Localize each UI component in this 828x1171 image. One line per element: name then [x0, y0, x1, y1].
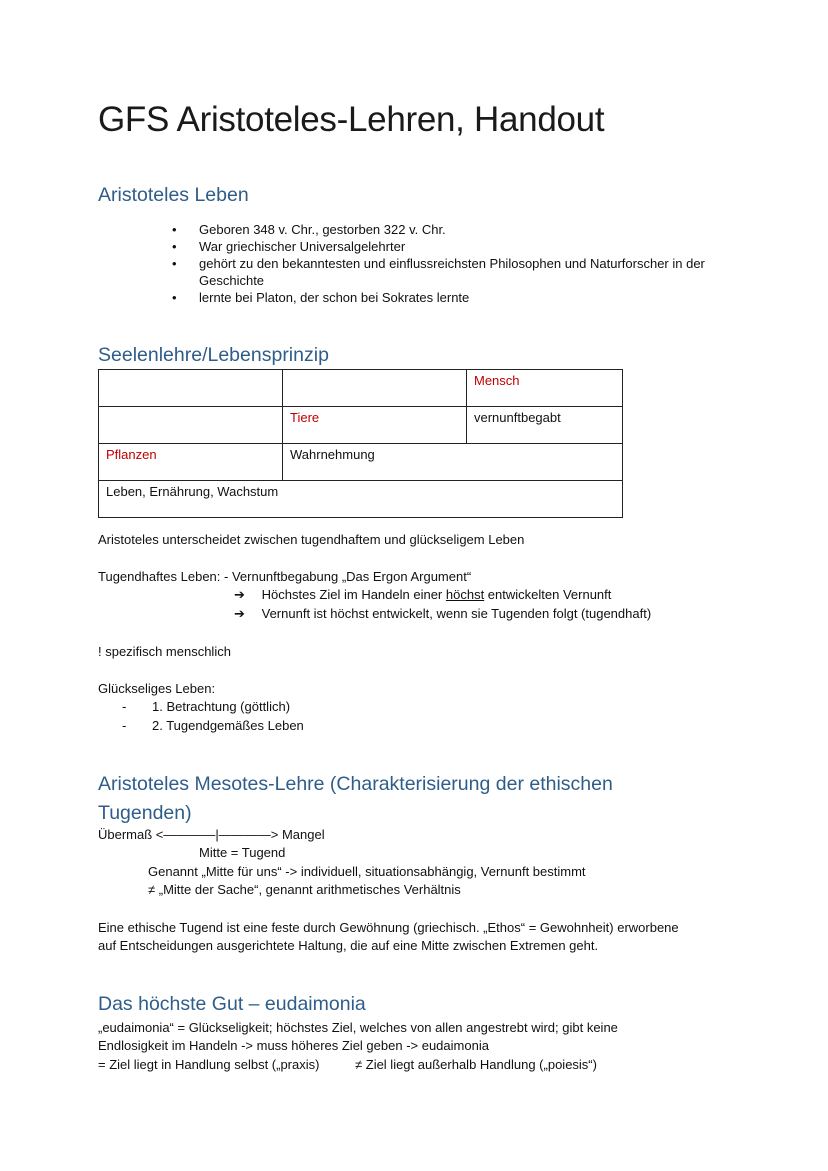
table-cell-tiere: Tiere	[283, 407, 467, 444]
mesotes-genannt: Genannt „Mitte für uns“ -> individuell, situationsabhängig, Vernunft bestimmt	[148, 864, 586, 879]
table-row	[99, 407, 623, 444]
arrow-right-icon: ➔	[234, 587, 245, 602]
table-cell-wahrnehmung: Wahrnehmung	[283, 444, 623, 481]
section-heading-mesotes: Aristoteles Mesotes-Lehre (Charakterisierung der ethischen Tugenden)	[98, 773, 613, 824]
table-row	[99, 444, 623, 481]
arrow-right-icon: ➔	[234, 606, 245, 621]
list-item: • War griechischer Universalgelehrter	[172, 239, 406, 254]
mesotes-mitte: Mitte = Tugend	[199, 845, 286, 860]
list-item: - 2. Tugendgemäßes Leben	[122, 718, 304, 733]
leben-bullet-list	[170, 221, 730, 306]
section-heading-hoechstes-gut: Das höchste Gut – eudaimonia	[98, 993, 366, 1015]
mesotes-scale: Übermaß <————|————> Mangel	[98, 827, 325, 842]
dash-icon: -	[122, 699, 127, 714]
section-heading-leben: Aristoteles Leben	[98, 184, 249, 206]
tugendhaft-arrow-item-2: ➔ Vernunft ist höchst entwickelt, wenn sie Tugenden folgt (tugendhaft)	[234, 605, 651, 624]
bullet-icon: •	[172, 256, 177, 271]
unterscheidung-text: Aristoteles unterscheidet zwischen tugendhaftem und glückseligem Leben	[98, 532, 525, 547]
table-row	[99, 370, 623, 407]
table-cell-leben: Leben, Ernährung, Wachstum	[99, 481, 623, 518]
mesotes-definition-2: auf Entscheidungen ausgerichtete Haltung, die auf eine Mitte zwischen Extremen geht.	[98, 938, 599, 953]
mesotes-ungleich: ≠ „Mitte der Sache“, genannt arithmetisches Verhältnis	[148, 882, 461, 897]
table-cell	[283, 370, 467, 407]
table-cell-mensch: Mensch	[467, 370, 623, 407]
table-cell	[99, 370, 283, 407]
seelenlehre-table	[98, 369, 623, 518]
gut-line-1: „eudaimonia“ = Glückseligkeit; höchstes Ziel, welches von allen angestrebt wird; gibt keine	[98, 1020, 618, 1035]
list-item: - 1. Betrachtung (göttlich)	[122, 699, 291, 714]
dash-icon: -	[122, 718, 127, 733]
table-cell-vernunftbegabt: vernunftbegabt	[467, 407, 623, 444]
bullet-icon: •	[172, 239, 177, 254]
list-item: • gehört zu den bekanntesten und einflussreichsten Philosophen und Naturforscher in der Geschichte	[172, 256, 705, 288]
gut-line-3: = Ziel liegt in Handlung selbst („praxis) ≠ Ziel liegt außerhalb Handlung („poiesis“)	[98, 1057, 597, 1072]
glueck-label: Glückseliges Leben:	[98, 681, 216, 696]
table-row	[99, 481, 623, 518]
list-item: • Geboren 348 v. Chr., gestorben 322 v. Chr.	[172, 222, 446, 237]
tugendhaft-arrow-item-1: ➔ Höchstes Ziel im Handeln einer höchst entwickelten Vernunft	[234, 586, 611, 605]
page-title: GFS Aristoteles-Lehren, Handout	[98, 100, 605, 139]
section-heading-seelenlehre: Seelenlehre/Lebensprinzip	[98, 344, 329, 366]
table-cell	[99, 407, 283, 444]
mesotes-definition-1: Eine ethische Tugend ist eine feste durch Gewöhnung (griechisch. „Ethos“ = Gewohnheit) erworbene	[98, 920, 679, 935]
bullet-icon: •	[172, 222, 177, 237]
table-cell-pflanzen: Pflanzen	[99, 444, 283, 481]
spezifisch-text: ! spezifisch menschlich	[98, 644, 231, 659]
bullet-icon: •	[172, 290, 177, 305]
tugendhaft-line: Tugendhaftes Leben: - Vernunftbegabung „Das Ergon Argument“	[98, 569, 472, 584]
list-item: • lernte bei Platon, der schon bei Sokrates lernte	[172, 290, 470, 305]
gut-line-2: Endlosigkeit im Handeln -> muss höheres Ziel geben -> eudaimonia	[98, 1038, 489, 1053]
